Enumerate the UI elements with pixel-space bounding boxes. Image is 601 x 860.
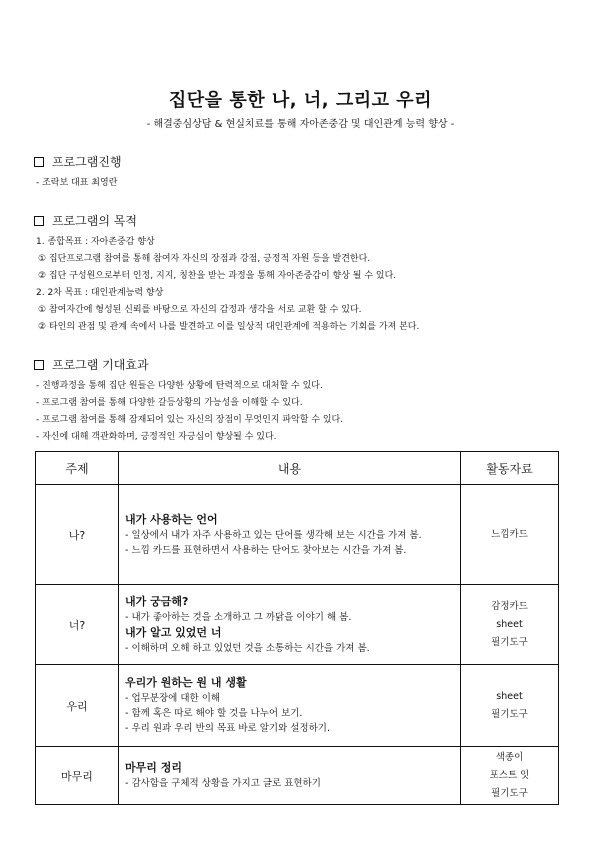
material-item: 포스트 잇 [489,769,530,781]
content-item: - 감사함을 구체적 상황을 가지고 글로 표현하기 [125,778,321,789]
text-line: - 진행과정을 통해 집단 원들은 다양한 상황에 탄력적으로 대처할 수 있다. [36,381,323,391]
material-item: 감정카드 [491,600,528,612]
content-title: 마무리 정리 [125,761,182,774]
table-row [36,485,559,585]
content-item: - 함께 혹은 따로 해야 할 것을 나누어 보기. [125,708,303,719]
activity-table [35,451,559,805]
section-heading-purpose [34,212,137,229]
content-item: - 느낌 카드를 표현하면서 사용하는 단어도 찾아보는 시간을 가져 봄. [125,544,407,556]
material-item: 색종이 [495,751,524,763]
material-item: sheet [496,618,523,630]
topic-cell: 나? [36,485,119,585]
text-line: - 조락보 대표 최영란 [36,178,118,188]
section-heading-label: 프로그램진행 [52,155,122,169]
content-cell [119,485,461,585]
table-row [36,747,559,805]
checkbox-square-icon [34,216,44,226]
text-line: ① 참여자간에 형성된 신뢰를 바탕으로 자신의 감정과 생각을 서로 교환 할 수 있다. [38,305,362,315]
content-title: 우리가 원하는 원 내 생활 [125,676,247,689]
materials-cell [461,665,559,747]
material-item: 필기도구 [491,636,528,648]
content-cell [119,665,461,747]
content-cell [119,747,461,805]
text-line: - 자신에 대해 객관화하며, 긍정적인 자긍심이 향상될 수 있다. [36,432,277,442]
content-item: - 내가 좋아하는 것을 소개하고 그 까닭을 이야기 해 봄. [125,611,352,623]
topic-cell: 너? [36,585,119,665]
table-row [36,585,559,665]
header-content: 내용 [119,452,461,485]
text-line: ② 집단 구성원으로부터 인정, 지지, 칭찬을 받는 과정을 통해 자아존중감이 향상 될 수 있다. [38,271,397,281]
text-line: 2. 2차 목표 : 대인관계능력 향상 [36,288,164,298]
checkbox-square-icon [34,360,44,370]
header-topic: 주제 [36,452,119,485]
content-item: - 일상에서 내가 자주 사용하고 있는 단어를 생각해 보는 시간을 가져 봄. [125,529,422,541]
content-cell [119,585,461,665]
material-item: 필기도구 [491,708,528,720]
materials-cell [461,585,559,665]
section-heading-effects [34,356,149,373]
content-item: - 이해하며 오해 하고 있었던 것을 소통하는 시간을 가져 봄. [125,642,370,654]
content-title: 내가 알고 있었던 너 [125,625,222,639]
text-line: ② 타인의 관점 및 관계 속에서 나를 발견하고 이를 일상적 대인관계에 적용하는 기회를 가져 본다. [38,322,420,332]
content-item: - 업무분장에 대한 이해 [125,693,221,704]
topic-cell: 우리 [36,665,119,747]
text-line: - 프로그램 참여를 통해 잠재되어 있는 자신의 장점이 무엇인지 파악할 수 있다. [36,415,344,425]
material-item: sheet [496,690,523,702]
section-heading-progress [34,153,122,170]
materials-cell [461,747,559,805]
section-heading-label: 프로그램의 목적 [52,214,137,228]
materials-cell [461,485,559,585]
topic-cell: 마무리 [36,747,119,805]
content-title: 내가 궁금해? [125,594,189,608]
content-title: 내가 사용하는 언어 [125,512,218,526]
document-title: 집단을 통한 나, 너, 그리고 우리 [168,90,433,111]
table-header-row [36,452,559,485]
section-heading-label: 프로그램 기대효과 [52,358,149,372]
header-materials: 활동자료 [461,452,559,485]
text-line: ① 집단프로그램 참여를 통해 참여자 자신의 장점과 강점, 긍정적 자원 등을 발견한다. [38,254,371,264]
text-line: 1. 종합목표 : 자아존중감 향상 [36,237,155,247]
text-line: - 프로그램 참여를 통해 다양한 갈등상황의 가능성을 이해할 수 있다. [36,398,303,408]
checkbox-square-icon [34,157,44,167]
table-row [36,665,559,747]
document-subtitle: - 해결중심상담 & 현실치료를 통해 자아존중감 및 대인관계 능력 향상 - [146,119,455,130]
material-item: 느낌카드 [491,528,528,540]
material-item: 필기도구 [491,787,528,799]
content-item: - 우리 원과 우리 반의 목표 바로 알기와 설정하기. [125,723,330,734]
